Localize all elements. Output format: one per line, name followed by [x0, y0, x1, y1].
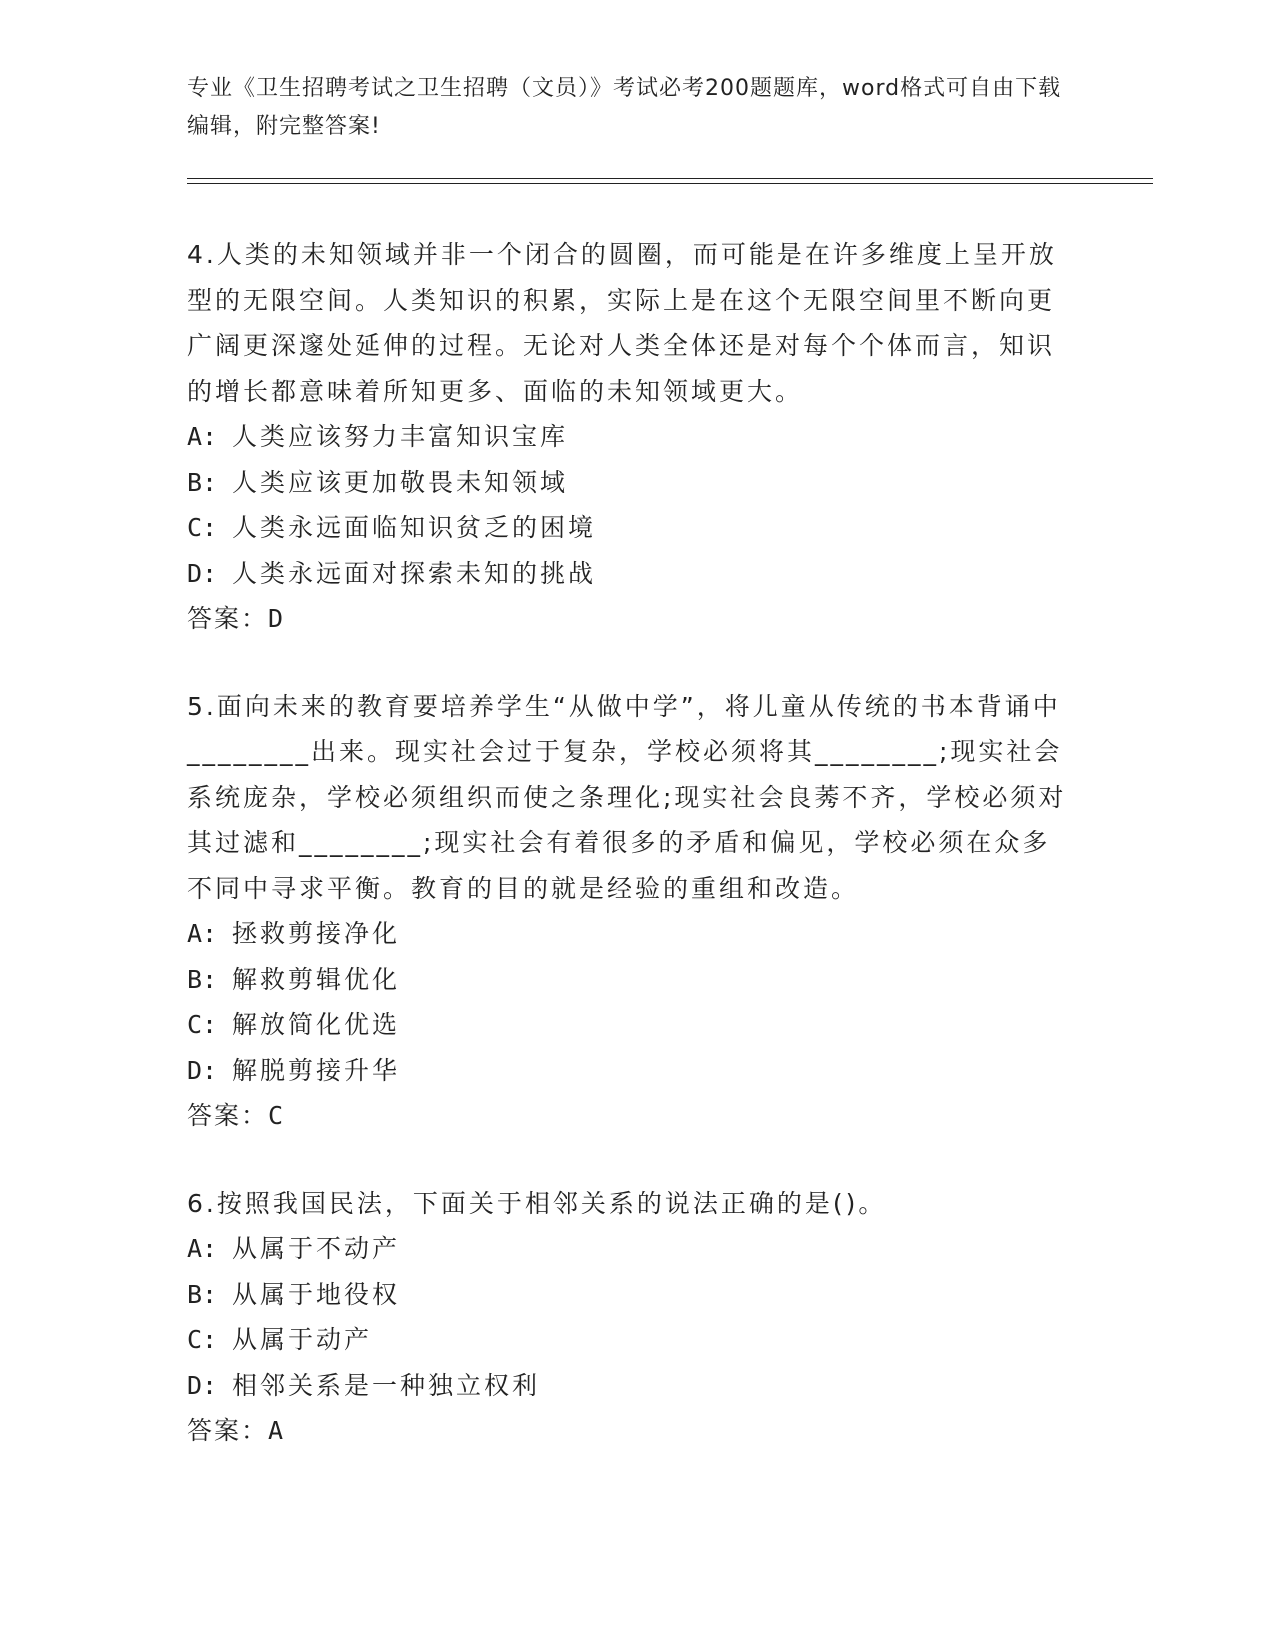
option-text: 人类永远面对探索未知的挑战 [232, 558, 597, 588]
option-text: 人类应该更加敬畏未知领域 [232, 467, 569, 497]
question-stem: 4.人类的未知领域并非一个闭合的圆圈，而可能是在许多维度上呈开放型的无限空间。人类知识的积累，实际上是在这个无限空间里不断向更广阔更深邃处延伸的过程。无论对人类全体还是对每个个体而言，知识的增长都意味着所知更多、面临的未知领域更大。 [187, 240, 1057, 406]
question-stem: 6.按照我国民法，下面关于相邻关系的说法正确的是()。 [187, 1188, 887, 1218]
header-divider-bottom [187, 183, 1153, 184]
option-label: B: [187, 1279, 218, 1309]
option-a [187, 414, 1077, 460]
answer-value: A [268, 1416, 284, 1445]
answer-line [187, 596, 1077, 642]
option-text: 人类应该努力丰富知识宝库 [232, 422, 569, 451]
option-c [187, 1317, 1077, 1363]
option-label: D: [187, 558, 218, 588]
option-text: 解放简化优选 [232, 1010, 401, 1039]
option-label: A: [187, 919, 218, 948]
option-label: A: [187, 1234, 218, 1263]
option-d [187, 551, 1077, 597]
option-text: 从属于地役权 [232, 1279, 401, 1309]
answer-value: C [268, 1101, 284, 1130]
answer-line [187, 1093, 1077, 1139]
option-label: C: [187, 1010, 218, 1039]
answer-label: 答案： [187, 1416, 269, 1445]
option-c [187, 1002, 1077, 1048]
option-b [187, 460, 1077, 506]
option-text: 从属于不动产 [232, 1234, 401, 1263]
option-c [187, 505, 1077, 551]
option-label: D: [187, 1370, 218, 1400]
question-4 [187, 232, 1077, 642]
option-label: B: [187, 964, 218, 994]
question-list [187, 232, 1077, 1496]
option-d [187, 1048, 1077, 1094]
answer-label: 答案： [187, 604, 269, 633]
option-d [187, 1363, 1077, 1409]
question-6 [187, 1181, 1077, 1454]
option-label: D: [187, 1055, 218, 1085]
option-a [187, 1226, 1077, 1272]
answer-label: 答案： [187, 1101, 269, 1130]
answer-value: D [268, 604, 284, 633]
answer-line [187, 1408, 1077, 1454]
option-text: 拯救剪接净化 [232, 919, 401, 948]
option-text: 解救剪辑优化 [232, 964, 401, 994]
option-text: 人类永远面临知识贫乏的困境 [232, 513, 597, 542]
option-label: A: [187, 422, 218, 451]
question-5 [187, 684, 1077, 1139]
option-text: 解脱剪接升华 [232, 1055, 401, 1085]
option-b [187, 957, 1077, 1003]
option-label: C: [187, 1325, 218, 1354]
option-b [187, 1272, 1077, 1318]
option-a [187, 911, 1077, 957]
question-stem: 5.面向未来的教育要培养学生“从做中学”，将儿童从传统的书本背诵中________出来。现实社会过于复杂，学校必须将其________;现实社会系统庞杂，学校必须组织而使之条理化;现实社会良莠不齐，学校必须对其过滤和________;现实社会有着很多的矛盾和偏见，学校必须在众多不同中寻求平衡。教育的目的就是经验的重组和改造。 [187, 691, 1067, 903]
option-text: 从属于动产 [232, 1325, 373, 1354]
option-label: B: [187, 467, 218, 497]
option-label: C: [187, 513, 218, 542]
document-header: 专业《卫生招聘考试之卫生招聘（文员）》考试必考200题题库，word格式可自由下载编辑，附完整答案! [187, 76, 1062, 139]
header-divider-top [187, 178, 1153, 179]
option-text: 相邻关系是一种独立权利 [232, 1370, 541, 1400]
